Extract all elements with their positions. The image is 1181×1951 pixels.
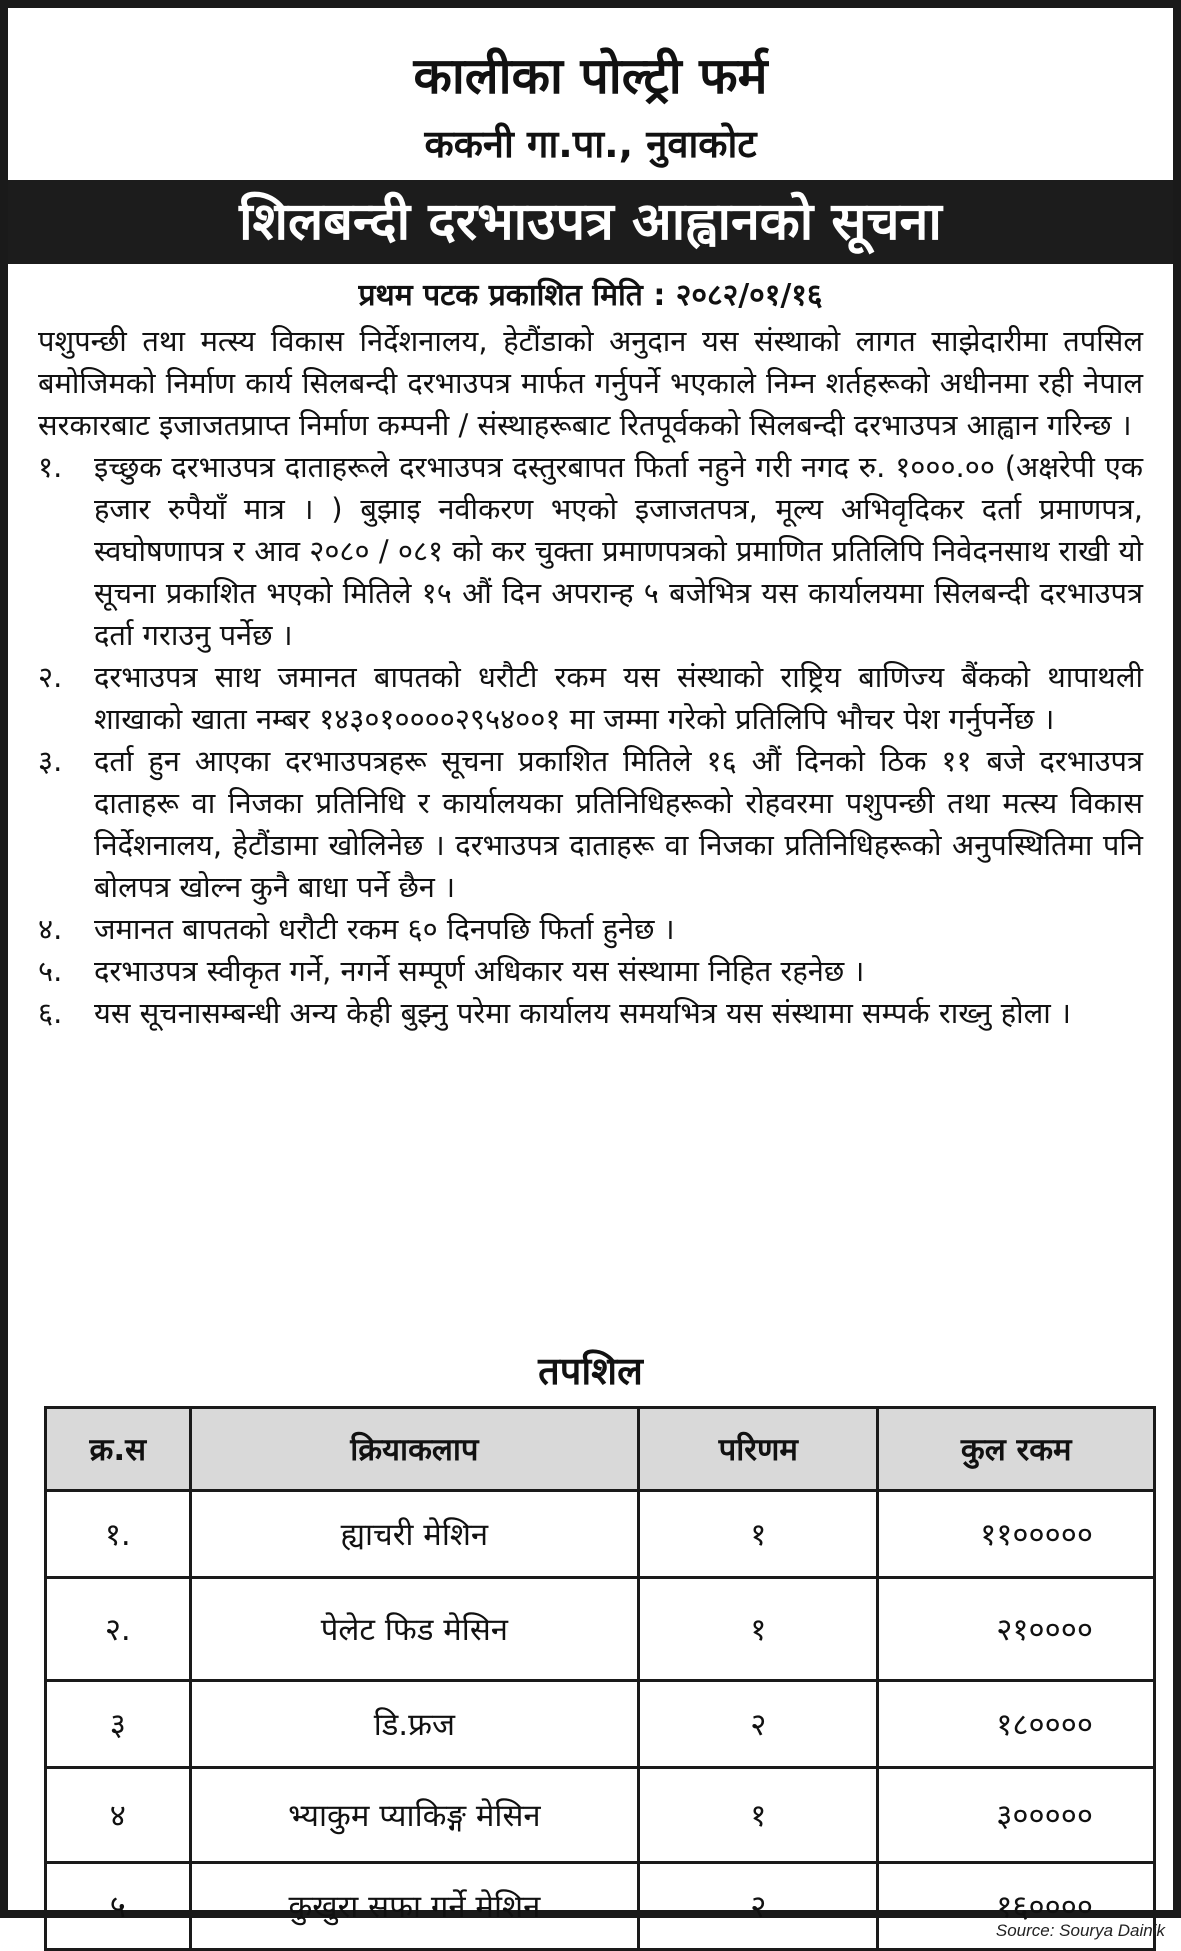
cell-quantity: २ — [639, 1681, 878, 1768]
cell-activity: पेलेट फिड मेसिन — [190, 1578, 639, 1681]
condition-number: ५. — [38, 954, 63, 988]
cell-quantity: १ — [639, 1768, 878, 1863]
condition-text: जमानत बापतको धरौटी रकम ६० दिनपछि फिर्ता हुनेछ । — [94, 912, 675, 946]
cell-serial: २. — [46, 1578, 191, 1681]
cell-quantity: १ — [639, 1578, 878, 1681]
cell-activity: कुखुरा सफा गर्ने मेशिन — [190, 1863, 639, 1950]
condition-text: दरभाउपत्र साथ जमानत बापतको धरौटी रकम यस संस्थाको राष्ट्रिय बाणिज्य बैंकको थापाथली शाखाको खाता नम्बर १४३०१००००२९५४००१ मा जम्मा गरेको प्रतिलिपि भौचर पेश गर्नुपर्नेछ । — [94, 660, 1143, 736]
intro-paragraph: पशुपन्छी तथा मत्स्य विकास निर्देशनालय, हेटौंडाको अनुदान यस संस्थाको लागत साझेदारीमा तपसिल बमोजिमको निर्माण कार्य सिलबन्दी दरभाउपत्र मार्फत गर्नुपर्ने भएकाले निम्न शर्तहरूको अधीनमा रही नेपाल सरकारबाट इजाजतप्राप्त निर्माण कम्पनी / संस्थाहरूबाट रितपूर्वकको सिलबन्दी दरभाउपत्र आह्वान गरिन्छ । — [38, 324, 1143, 442]
notice-title: शिलबन्दी दरभाउपत्र आह्वानको सूचना — [8, 180, 1173, 264]
condition-number: ३. — [38, 744, 63, 778]
condition-number: ६. — [38, 996, 63, 1030]
cell-activity: डि.फ्रज — [190, 1681, 639, 1768]
condition-number: ४. — [38, 912, 63, 946]
column-header-activity: क्रियाकलाप — [190, 1408, 639, 1491]
condition-text: दर्ता हुन आएका दरभाउपत्रहरू सूचना प्रकाशित मितिले १६ औं दिनको ठिक ११ बजे दरभाउपत्र दाताहरू वा निजका प्रतिनिधि र कार्यालयका प्रतिनिधिहरूको रोहवरमा पशुपन्छी तथा मत्स्य विकास निर्देशनालय, हेटौंडामा खोलिनेछ । दरभाउपत्र दाताहरू वा निजका प्रतिनिधिहरूको अनुपस्थितिमा पनि बोलपत्र खोल्न कुनै बाधा पर्ने छैन । — [94, 744, 1143, 904]
condition-item — [38, 950, 1143, 992]
table-row — [46, 1863, 1155, 1950]
cell-activity: भ्याकुम प्याकिङ्ग मेसिन — [190, 1768, 639, 1863]
cell-quantity: १ — [639, 1491, 878, 1578]
table-row — [46, 1491, 1155, 1578]
cell-serial: १. — [46, 1491, 191, 1578]
condition-item — [38, 446, 1143, 656]
condition-text: इच्छुक दरभाउपत्र दाताहरूले दरभाउपत्र दस्तुरबापत फिर्ता नहुने गरी नगद रु. १०००.०० (अक्षरेपी एक हजार रुपैयाँ मात्र । ) बुझाइ नवीकरण भएको इजाजतपत्र, मूल्य अभिवृदिकर दर्ता प्रमाणपत्र, स्वघोषणापत्र र आव २०८० / ०८१ को कर चुक्ता प्रमाणपत्रको प्रमाणित प्रतिलिपि निवेदनसाथ राखी यो सूचना प्रकाशित भएको मितिले १५ औं दिन अपरान्ह ५ बजेभित्र यस कार्यालयमा सिलबन्दी दरभाउपत्र दर्ता गराउनु पर्नेछ । — [94, 450, 1143, 652]
organization-name: कालीका पोल्ट्री फर्म — [413, 47, 768, 105]
condition-text: दरभाउपत्र स्वीकृत गर्ने, नगर्ने सम्पूर्ण अधिकार यस संस्थामा निहित रहनेछ । — [94, 954, 865, 988]
table-row — [46, 1578, 1155, 1681]
source-credit: Source: Sourya Dainik — [995, 1921, 1165, 1940]
schedule-title: तपशिल — [538, 1349, 643, 1393]
schedule-table — [44, 1406, 1156, 1951]
table-row — [46, 1768, 1155, 1863]
column-header-quantity: परिणम — [639, 1408, 878, 1491]
condition-text: यस सूचनासम्बन्धी अन्य केही बुझ्नु परेमा कार्यालय समयभित्र यस संस्थामा सम्पर्क राख्नु होला । — [94, 996, 1072, 1030]
condition-number: २. — [38, 660, 63, 694]
organization-address: ककनी गा.पा., नुवाकोट — [424, 122, 757, 166]
cell-serial: ३ — [46, 1681, 191, 1768]
cell-amount: २१०००० — [878, 1578, 1155, 1681]
notice-body — [38, 320, 1143, 1034]
cell-amount: १८०००० — [878, 1681, 1155, 1768]
table-header-row — [46, 1408, 1155, 1491]
condition-item — [38, 656, 1143, 740]
table-row — [46, 1681, 1155, 1768]
condition-number: १. — [38, 450, 63, 484]
cell-activity: ह्याचरी मेशिन — [190, 1491, 639, 1578]
notice-header — [8, 8, 1173, 178]
cell-serial: ४ — [46, 1768, 191, 1863]
cell-amount: १६०००० — [878, 1863, 1155, 1950]
condition-item — [38, 740, 1143, 908]
column-header-serial: क्र.स — [46, 1408, 191, 1491]
condition-item — [38, 908, 1143, 950]
column-header-amount: कुल रकम — [878, 1408, 1155, 1491]
cell-quantity: २ — [639, 1863, 878, 1950]
schedule-table-wrapper — [44, 1406, 1156, 1951]
cell-serial: ५ — [46, 1863, 191, 1950]
condition-item — [38, 992, 1143, 1034]
cell-amount: ११००००० — [878, 1491, 1155, 1578]
cell-amount: ३००००० — [878, 1768, 1155, 1863]
publication-date: प्रथम पटक प्रकाशित मिति : २०८२/०१/१६ — [358, 278, 823, 313]
